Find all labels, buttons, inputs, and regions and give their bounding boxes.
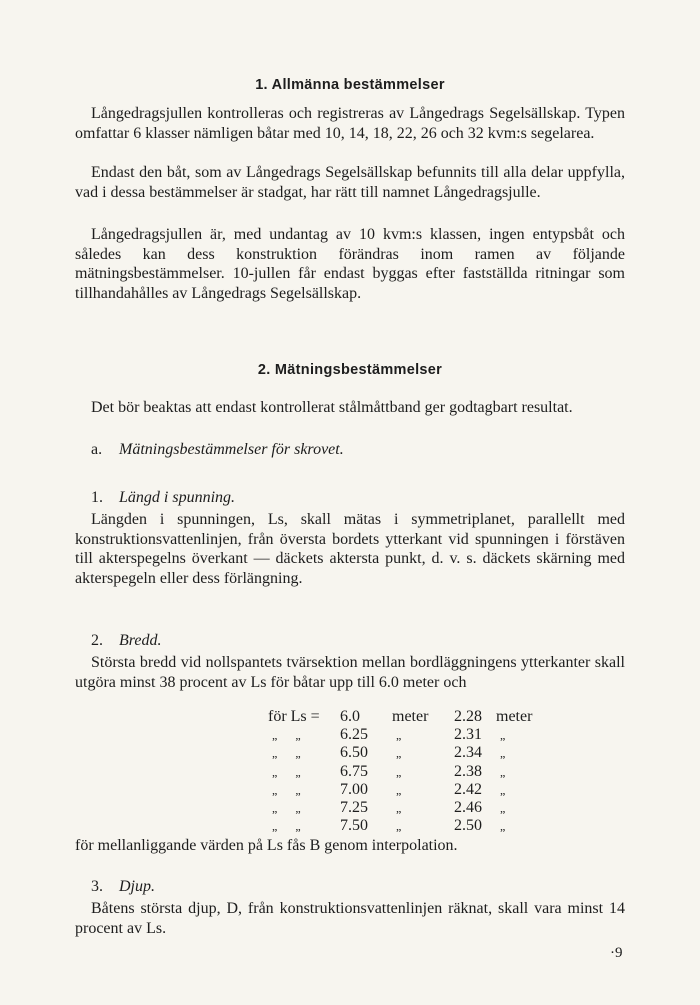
table-unit-cell: „ — [396, 764, 402, 779]
table-unit-cell: „ — [500, 819, 506, 834]
table-prefix-cell: „ „ — [272, 819, 301, 834]
table-prefix-cell: „ „ — [272, 764, 301, 779]
table-b-cell: 2.34 — [454, 744, 482, 762]
item-1-title: Längd i spunning. — [119, 489, 236, 506]
table-prefix-cell: „ „ — [272, 746, 301, 761]
section-1-paragraph-3: Långedragsjullen är, med undantag av 10 kvm:s klassen, ingen entypsbåt och således kan dess konstruktion förändras inom ramen av följande mätningsbestämmelser. 10-jullen får endast byggas efter fastställda ritningar som tillhandahålles av Långedrags Segelsällskap. — [75, 226, 625, 302]
table-ls-cell: 6.50 — [340, 744, 368, 762]
table-prefix-cell: för Ls = — [268, 708, 320, 725]
table-b-cell: 2.31 — [454, 726, 482, 744]
table-unit-cell: „ — [396, 746, 402, 761]
breadth-table-row — [268, 763, 536, 781]
item-2-text: Största bredd vid nollspantets tvärsektion mellan bordläggningens ytterkanter skall utgöra minst 38 procent av Ls för båtar upp till 6.0 meter och — [75, 654, 625, 691]
table-prefix-cell: „ „ — [272, 728, 301, 743]
table-unit-cell: „ — [500, 800, 506, 815]
table-unit-cell: meter — [392, 708, 429, 725]
subsection-a-label: a. — [91, 441, 103, 458]
item-2-label: 2. — [91, 632, 103, 649]
table-ls-cell: 6.25 — [340, 726, 368, 744]
table-unit-cell: „ — [396, 782, 402, 797]
item-1-text: Längden i spunningen, Ls, skall mätas i symmetriplanet, parallellt med konstruktionsvattenlinjen, från översta bordets ytterkant vid spunningen i förstäven till akterspegelns överkant — däckets aktersta punkt, d. v. s. däckets skärning med akterspegeln eller dess förlängning. — [75, 511, 625, 587]
table-prefix-cell: „ „ — [272, 800, 301, 815]
table-ls-cell: 7.50 — [340, 817, 368, 835]
table-ls-cell: 7.25 — [340, 798, 368, 816]
table-unit-cell: meter — [496, 708, 533, 725]
section-2-intro: Det bör beaktas att endast kontrollerat stålmåttband ger godtagbart resultat. — [91, 399, 573, 416]
table-b-cell: 2.50 — [454, 817, 482, 835]
section-2-heading: 2. Mätningsbestämmelser — [257, 362, 443, 378]
breadth-table-row — [268, 708, 536, 726]
table-unit-cell: „ — [500, 782, 506, 797]
section-1-paragraph-2: Endast den båt, som av Långedrags Segelsällskap befunnits till alla delar uppfylla, vad i dessa bestämmelser är stadgat, har rätt till namnet Långedragsjulle. — [75, 164, 625, 201]
item-1-label: 1. — [91, 489, 103, 506]
subsection-a-title: Mätningsbestämmelser för skrovet. — [119, 441, 344, 458]
breadth-table-row — [268, 799, 536, 817]
table-ls-cell: 6.0 — [340, 708, 360, 725]
item-3-title: Djup. — [119, 878, 155, 895]
breadth-table-row — [268, 781, 536, 799]
table-b-cell: 2.46 — [454, 798, 482, 816]
table-unit-cell: „ — [500, 728, 506, 743]
section-1-paragraph-1: Långedragsjullen kontrolleras och registreras av Långedrags Segelsällskap. Typen omfattar 6 klasser nämligen båtar med 10, 14, 18, 22, 26 och 32 kvm:s segelarea. — [75, 105, 625, 142]
item-3-label: 3. — [91, 878, 103, 895]
table-unit-cell: „ — [396, 800, 402, 815]
table-unit-cell: „ — [396, 819, 402, 834]
breadth-table-row — [268, 817, 536, 835]
table-ls-cell: 6.75 — [340, 762, 368, 780]
table-b-cell: 2.42 — [454, 780, 482, 798]
table-b-cell: 2.28 — [454, 708, 482, 725]
table-ls-cell: 7.00 — [340, 780, 368, 798]
item-3-text: Båtens största djup, D, från konstruktionsvattenlinjen räknat, skall vara minst 14 procent av Ls. — [75, 900, 625, 937]
table-b-cell: 2.38 — [454, 762, 482, 780]
breadth-table — [268, 708, 536, 835]
breadth-table-row — [268, 726, 536, 744]
table-unit-cell: „ — [500, 746, 506, 761]
section-1-heading: 1. Allmänna bestämmelser — [255, 77, 445, 93]
item-2-after-text: för mellanliggande värden på Ls fås B genom interpolation. — [75, 837, 458, 854]
breadth-table-row — [268, 744, 536, 762]
table-prefix-cell: „ „ — [272, 782, 301, 797]
table-unit-cell: „ — [396, 728, 402, 743]
page-number: ·9 — [610, 945, 623, 961]
table-unit-cell: „ — [500, 764, 506, 779]
item-2-title: Bredd. — [119, 632, 162, 649]
